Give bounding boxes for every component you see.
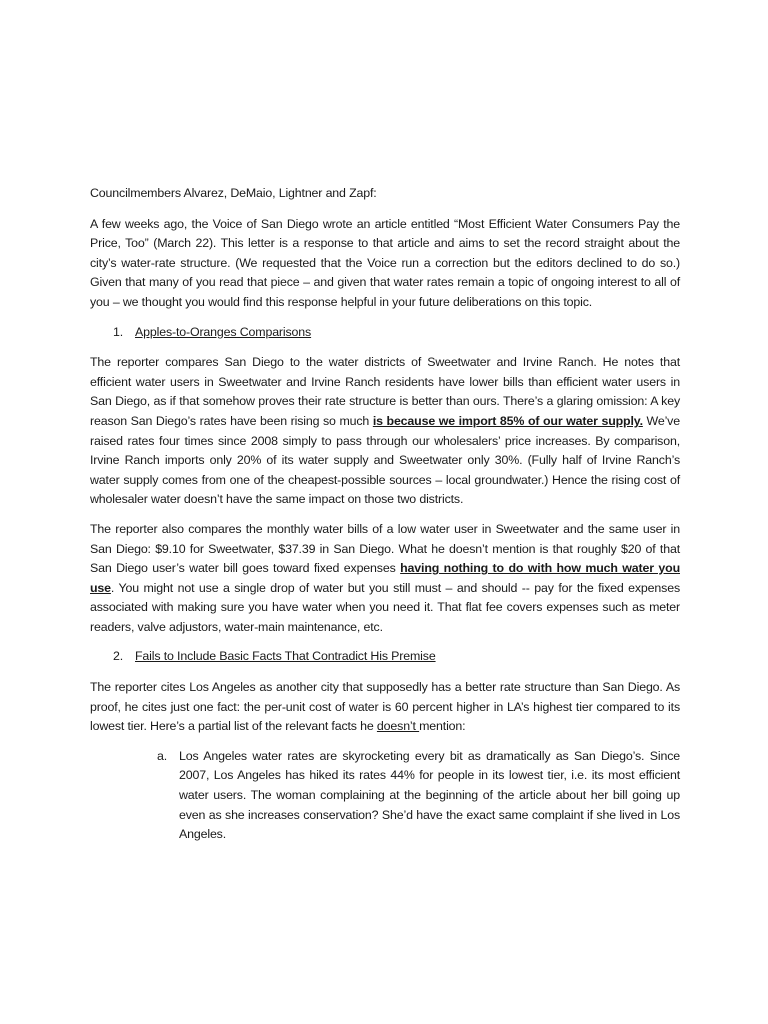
section2-paragraph-1	[90, 678, 680, 737]
list-item-letter: a.	[157, 748, 168, 763]
emphasis-text: doesn’t	[376, 719, 420, 734]
text-run: The reporter cites Los Angeles as another city that supposedly has a better rate structure than San Diego. As proof, he cites just one fact: the per-unit cost of water is 60 percent higher in LA’s highest tier compared to its lowest tier. Here’s a partial list of the relevant facts he	[90, 680, 680, 734]
text-run: The reporter also compares the monthly water bills of a low water user in Sweetwater and the same user in San Diego: $9.10 for Sweetwater, $37.39 in San Diego. What he doesn’t mention is that roughly $20 of that San Diego user’s water bill goes toward fixed expenses	[90, 521, 680, 576]
section-title: Fails to Include Basic Facts That Contradict His Premise	[135, 649, 436, 664]
list-item-text: Los Angeles water rates are skyrocketing every bit as dramatically as San Diego’s. Since 2007, Los Angeles has hiked its rates 44% for people in its lowest tier, i.e. its most efficient water users. The woman complaining at the beginning of the article about her bill going up even as she increases conservation? She’d have the exact same complaint if she lived in Los Angeles.	[179, 748, 680, 842]
text-run: . You might not use a single drop of water but you still must – and should -- pay for the fixed expenses associated with making sure you have water when you need it. That flat fee covers expenses such as meter readers, valve adjustors, water-main maintenance, etc.	[90, 580, 680, 634]
list-item	[157, 747, 680, 845]
text-run: The reporter compares San Diego to the water districts of Sweetwater and Irvine Ranch. He notes that efficient water users in Sweetwater and Irvine Ranch residents have lower bills than efficient water users in San Diego, as if that somehow proves their rate structure is better than ours. There’s a glaring omission: A key reason San Diego’s rates have been rising so much	[90, 355, 680, 428]
text-run: mention:	[419, 719, 466, 734]
emphasis-text: having nothing to do with how much water you use	[90, 561, 680, 595]
letter-page	[90, 184, 680, 845]
section-heading-2	[90, 647, 680, 667]
section1-paragraph-2	[90, 520, 680, 638]
text-run: We’ve raised rates four times since 2008 simply to pass through our wholesalers’ price increases. By comparison, Irvine Ranch imports only 20% of its water supply and Sweetwater only 30%. (Fully half of Irvine Ranch’s water supply comes from one of the cheapest-possible sources – local groundwater.) Hence the rising cost of wholesaler water doesn’t have the same impact on those two districts.	[90, 413, 680, 507]
section-number: 1.	[113, 324, 124, 339]
section-number: 2.	[113, 649, 124, 664]
section1-paragraph-1	[90, 353, 680, 510]
salutation: Councilmembers Alvarez, DeMaio, Lightner and Zapf:	[90, 186, 377, 200]
section-title: Apples-to-Oranges Comparisons	[135, 324, 312, 339]
emphasis-text: is because we import 85% of our water supply.	[372, 413, 643, 428]
section-heading-1	[90, 323, 680, 343]
intro-paragraph: A few weeks ago, the Voice of San Diego wrote an article entitled “Most Efficient Water Consumers Pay the Price, Too” (March 22). This letter is a response to that article and aims to set the record straight about the city’s water-rate structure. (We requested that the Voice run a correction but the editors declined to do so.) Given that many of you read that piece – and given that water rates remain a topic of ongoing interest to all of you – we thought you would find this response helpful in your future deliberations on this topic.	[90, 216, 680, 309]
